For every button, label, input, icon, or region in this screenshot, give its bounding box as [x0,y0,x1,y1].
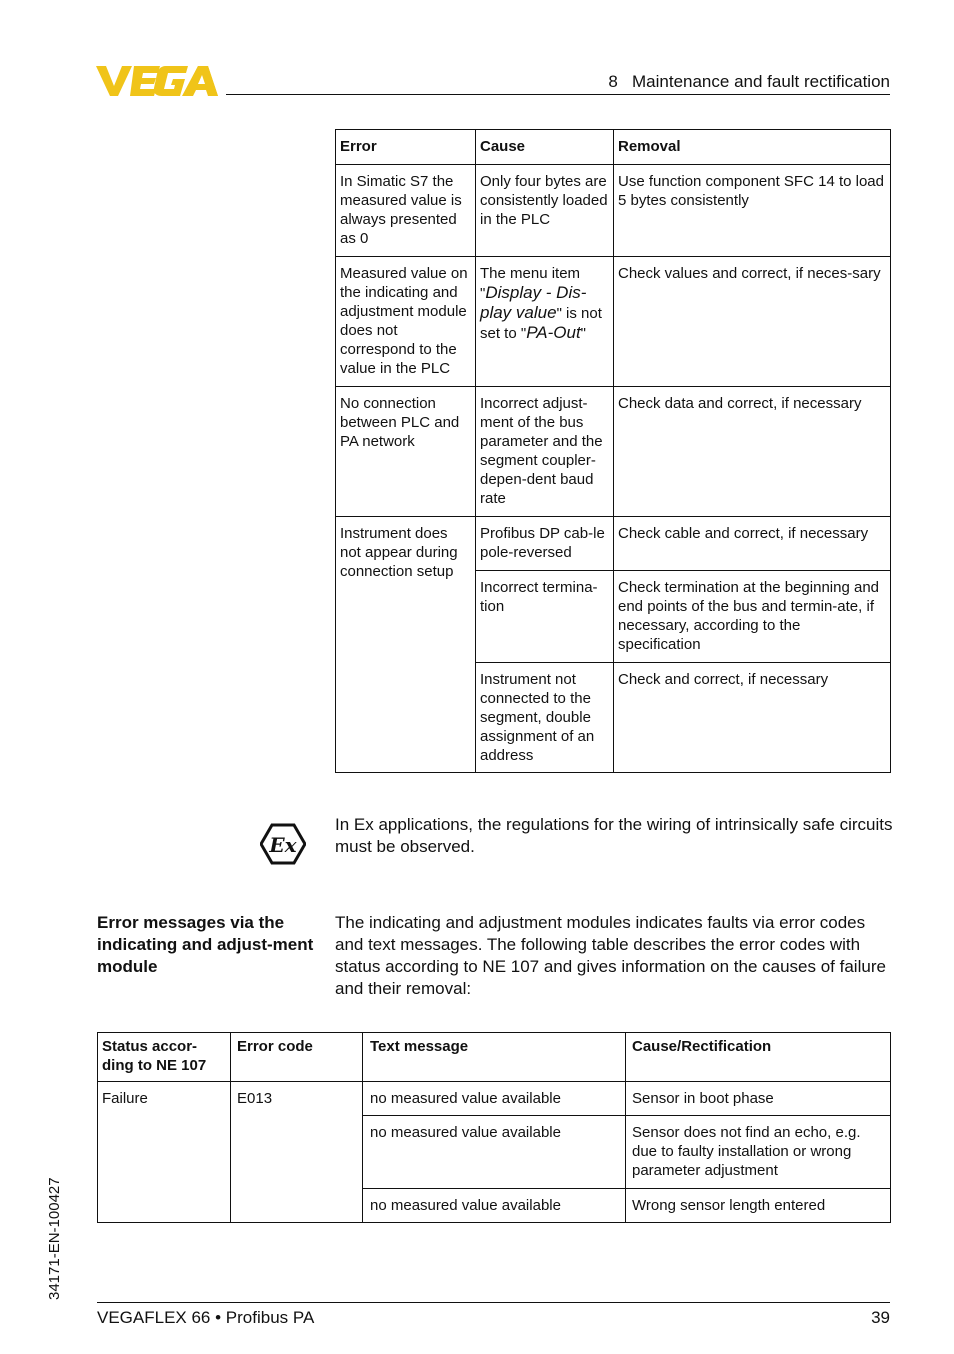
status-cell: Failure [98,1082,231,1223]
column-header: Status accor-ding to NE 107 [98,1033,231,1082]
error-code-table [97,1032,891,1223]
text-message-cell: no measured value available [363,1082,626,1116]
menu-item-name: Display - Dis-play value [480,283,587,322]
menu-value-name: PA-Out [526,323,581,342]
removal-cell: Check values and correct, if neces-sary [614,257,891,387]
table-row [336,165,891,257]
error-cell: No connection between PLC and PA network [336,387,476,517]
removal-cell: Check termination at the beginning and end points of the bus and termin-ate, if necessary, according to the specification [614,571,891,663]
svg-text:Ex: Ex [269,833,297,857]
table-row [336,517,891,571]
vega-logo [96,64,220,98]
cause-cell: Incorrect adjust-ment of the bus parameter and the segment coupler-depen-dent baud rate [476,387,614,517]
fault-table [335,129,891,773]
footer-rule [97,1302,890,1303]
chapter-title: 8 Maintenance and fault rectification [608,72,890,91]
cause-cell: Sensor in boot phase [626,1082,891,1116]
cause-cell: Profibus DP cab-le pole-reversed [476,517,614,571]
table-header-row [336,130,891,165]
table-row [336,257,891,387]
ex-note: In Ex applications, the regulations for the wiring of intrinsically safe circuits must be observed. [335,815,893,856]
table-row [98,1082,891,1116]
removal-cell: Use function component SFC 14 to load 5 bytes consistently [614,165,891,257]
footer-title: VEGAFLEX 66 • Profibus PA [97,1308,315,1327]
text-message-cell: no measured value available [363,1116,626,1189]
section-side-heading: Error messages via the indicating and adjust-ment module [97,913,314,976]
column-header: Error [336,130,476,165]
error-cell: Instrument does not appear during connection setup [336,517,476,773]
table-header-row [98,1033,891,1082]
column-header: Error code [231,1033,363,1082]
cause-cell: Instrument not connected to the segment, double assignment of an address [476,663,614,773]
cause-cell: The menu item "Display - Dis-play value" is not set to "PA-Out" [476,257,614,387]
cause-cell: Wrong sensor length entered [626,1189,891,1223]
column-header: Text message [363,1033,626,1082]
column-header: Cause/Rectification [626,1033,891,1082]
column-header: Cause [476,130,614,165]
error-cell: In Simatic S7 the measured value is always presented as 0 [336,165,476,257]
error-code-cell: E013 [231,1082,363,1223]
ex-symbol-icon [260,823,306,865]
document-id: 34171-EN-100427 [46,1177,63,1300]
removal-cell: Check cable and correct, if necessary [614,517,891,571]
text-message-cell: no measured value available [363,1189,626,1223]
header-rule [226,94,890,95]
removal-cell: Check and correct, if necessary [614,663,891,773]
removal-cell: Check data and correct, if necessary [614,387,891,517]
page-number: 39 [871,1308,890,1327]
table-row [336,387,891,517]
column-header: Removal [614,130,891,165]
cause-cell: Incorrect termina-tion [476,571,614,663]
section-body: The indicating and adjustment modules indicates faults via error codes and text messages. The following table describes the error codes with status according to NE 107 and gives information on the causes of failure and their removal: [335,913,886,998]
error-cell: Measured value on the indicating and adjustment module does not correspond to the value in the PLC [336,257,476,387]
cause-cell: Only four bytes are consistently loaded in the PLC [476,165,614,257]
cause-cell: Sensor does not find an echo, e.g. due to faulty installation or wrong parameter adjustment [626,1116,891,1189]
